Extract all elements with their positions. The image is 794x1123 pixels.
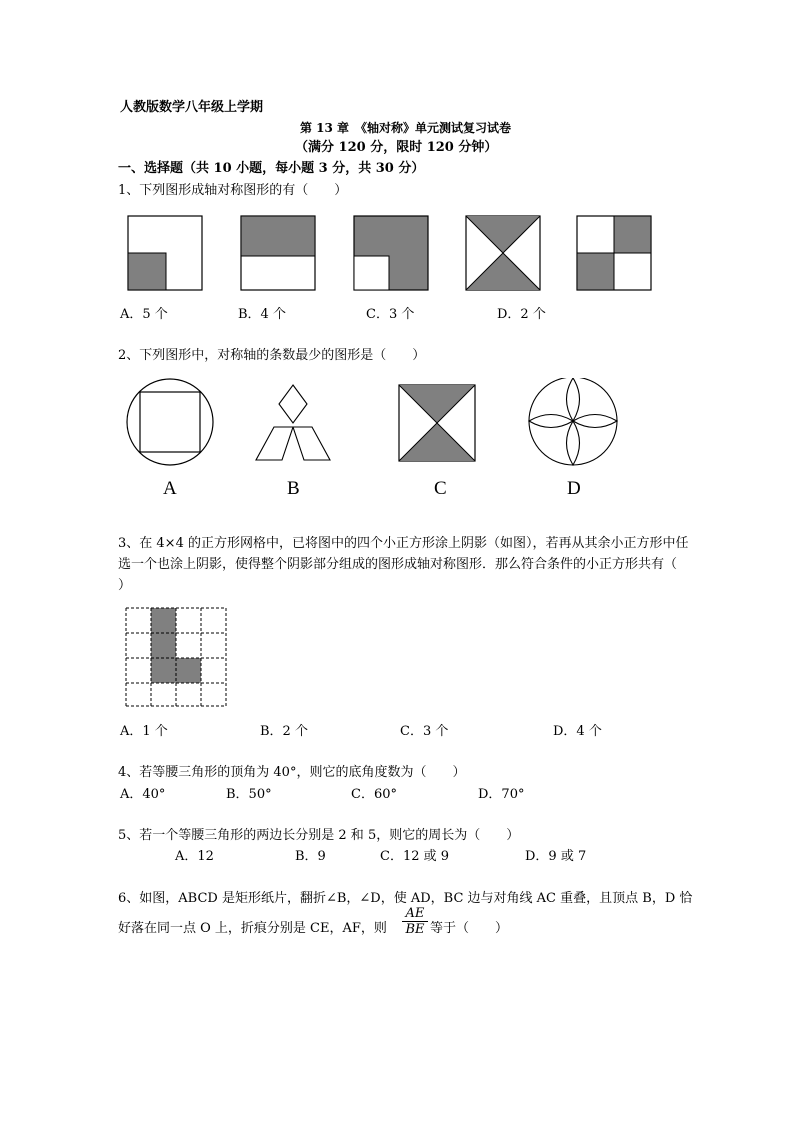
q1-option-a[interactable]: A．5 个: [120, 307, 168, 322]
fraction-denominator: BE: [405, 922, 425, 937]
q4-option-a[interactable]: A．40°: [120, 787, 166, 802]
q5-option-c[interactable]: C．12 或 9: [380, 849, 450, 864]
q2-figure-b: [256, 385, 330, 460]
q2-figure-a: [127, 379, 213, 465]
q3-option-c[interactable]: C．3 个: [400, 724, 449, 739]
question-6-line1: 6、如图，ABCD 是矩形纸片，翻折∠B，∠D，使 AD，BC 边与对角线 AC 重叠，且顶点 B，D 恰: [118, 891, 693, 906]
question-5-stem: 5、若一个等腰三角形的两边长分别是 2 和 5，则它的周长为（ ）: [118, 828, 520, 843]
question-1-stem: 1、下列图形成轴对称图形的有（ ）: [118, 183, 348, 198]
chapter-title: 第 13 章 《轴对称》单元测试复习试卷: [300, 121, 512, 135]
question-6-line2-post: 等于（ ）: [430, 921, 509, 936]
question-3-stem-line2: 选一个也涂上阴影，使得整个阴影部分组成的图形成轴对称图形．那么符合条件的小正方形共有（: [118, 557, 678, 572]
q3-option-d[interactable]: D．4 个: [553, 724, 602, 739]
question-3-stem-line1: 3、在 4×4 的正方形网格中，已将图中的四个小正方形涂上阴影（如图），若再从其余小正方形中任: [118, 536, 689, 551]
ratio-fraction: [402, 906, 428, 937]
question-1-figures: [120, 210, 660, 292]
fraction-numerator: AE: [402, 906, 428, 922]
book-title: 人教版数学八年级上学期: [120, 100, 264, 115]
question-2-stem: 2、下列图形中，对称轴的条数最少的图形是（ ）: [118, 348, 426, 363]
q1-option-d[interactable]: D．2 个: [497, 307, 546, 322]
q3-option-a[interactable]: A．1 个: [120, 724, 168, 739]
q5-option-d[interactable]: D．9 或 7: [525, 849, 587, 864]
q1-option-c[interactable]: C．3 个: [366, 307, 415, 322]
section-title: 一、选择题（共 10 小题，每小题 3 分，共 30 分）: [118, 161, 425, 176]
q1-option-b[interactable]: B．4 个: [238, 307, 286, 322]
question-4-stem: 4、若等腰三角形的顶角为 40°，则它的底角度数为（ ）: [118, 765, 466, 780]
q1-figure-5: [577, 216, 651, 290]
q3-option-b[interactable]: B．2 个: [260, 724, 308, 739]
q2-figure-d: [529, 378, 617, 465]
q4-option-b[interactable]: B．50°: [226, 787, 272, 802]
q4-option-d[interactable]: D．70°: [478, 787, 525, 802]
q4-option-c[interactable]: C．60°: [351, 787, 397, 802]
q1-figure-3: [354, 216, 428, 290]
question-6-line2-pre: 好落在同一点 O 上，折痕分别是 CE，AF，则: [118, 921, 387, 936]
q2-label-b: B: [287, 478, 300, 499]
q2-label-a: A: [163, 478, 177, 499]
question-2-figures: [120, 378, 630, 468]
q2-label-c: C: [434, 478, 447, 499]
q2-label-d: D: [567, 478, 581, 499]
q1-figure-2: [241, 216, 315, 290]
exam-meta: （满分 120 分，限时 120 分钟）: [295, 140, 498, 155]
q1-figure-1: [128, 216, 202, 290]
question-3-grid: [124, 606, 229, 708]
q5-option-a[interactable]: A．12: [175, 849, 214, 864]
q1-figure-4: [466, 216, 540, 290]
q2-figure-c: [399, 385, 475, 461]
question-3-stem-line3: ）: [118, 578, 132, 593]
q5-option-b[interactable]: B．9: [295, 849, 326, 864]
